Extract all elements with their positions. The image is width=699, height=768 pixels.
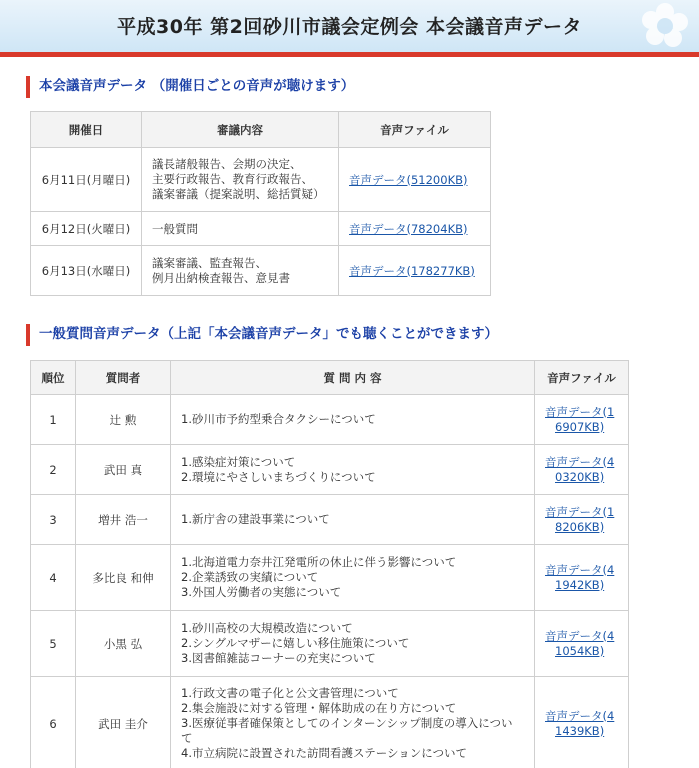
session-content	[142, 246, 339, 296]
table-header-row	[31, 112, 491, 148]
section-heading-session-audio: 本会議音声データ （開催日ごとの音声が聴けます）	[26, 76, 354, 98]
table-row	[31, 212, 491, 246]
audio-file-link[interactable]: 音声データ(51200KB)	[349, 172, 468, 187]
link-line: 1439KB)	[555, 723, 605, 738]
table-header-row	[31, 361, 629, 395]
link-line: 音声データ(1	[545, 404, 615, 419]
questioner-name: 小黒 弘	[76, 611, 171, 677]
audio-file-link[interactable]: 音声データ(178277KB)	[349, 263, 475, 278]
page-header	[0, 0, 699, 52]
table-row	[31, 545, 629, 611]
table-row	[31, 246, 491, 296]
question-rank: 1	[31, 395, 76, 445]
link-line: 0320KB)	[555, 469, 605, 484]
audio-file-link[interactable]	[545, 709, 618, 739]
audio-file-link[interactable]	[545, 455, 618, 485]
question-item: 1.行政文書の電子化と公文書管理について	[181, 686, 399, 700]
question-audio-table	[30, 360, 629, 768]
question-content	[171, 495, 535, 545]
table-row	[31, 445, 629, 495]
audio-file-link[interactable]	[545, 563, 618, 593]
questioner-name: 多比良 和伸	[76, 545, 171, 611]
session-content	[142, 148, 339, 212]
question-item: 1.感染症対策について	[181, 454, 296, 469]
question-item: 4.市立病院に設置された訪問看護ステーションについて	[181, 746, 468, 760]
session-date: 6月13日(水曜日)	[31, 246, 142, 296]
audio-file-link[interactable]	[545, 505, 618, 535]
table-row	[31, 611, 629, 677]
content-line: 議長諸般報告、会期の決定、	[152, 157, 302, 171]
column-header-file: 音声ファイル	[339, 112, 491, 148]
link-line: 6907KB)	[555, 419, 605, 434]
question-item: 3.図書館雑誌コーナーの充実について	[181, 651, 376, 665]
questioner-name: 武田 圭介	[76, 677, 171, 768]
table-row	[31, 148, 491, 212]
question-rank: 4	[31, 545, 76, 611]
audio-file-link[interactable]	[545, 405, 618, 435]
link-line: 8206KB)	[555, 519, 605, 534]
question-item: 3.医療従事者確保策としてのインターンシップ制度の導入につい	[181, 716, 513, 730]
link-line: 音声データ(4	[545, 628, 615, 643]
column-header-question: 質 問 内 容	[171, 361, 535, 395]
content-line: 主要行政報告、教育行政報告、	[152, 172, 313, 186]
table-row	[31, 395, 629, 445]
questioner-name: 辻 勲	[76, 395, 171, 445]
question-rank: 2	[31, 445, 76, 495]
question-content	[171, 611, 535, 677]
section-heading-question-audio: 一般質問音声データ（上記「本会議音声データ」でも聴くことができます）	[26, 324, 498, 346]
audio-file-link[interactable]: 音声データ(78204KB)	[349, 221, 468, 236]
question-rank: 3	[31, 495, 76, 545]
question-item: 1.新庁舎の建設事業について	[181, 512, 330, 526]
session-date: 6月12日(火曜日)	[31, 212, 142, 246]
question-rank: 6	[31, 677, 76, 768]
questioner-name: 武田 真	[76, 445, 171, 495]
page-title: 平成30年 第2回砂川市議会定例会 本会議音声データ	[117, 16, 582, 38]
column-header-questioner: 質問者	[76, 361, 171, 395]
question-rank: 5	[31, 611, 76, 677]
question-item: て	[181, 731, 193, 745]
question-item: 1.砂川市予約型乗合タクシーについて	[181, 412, 376, 426]
content-line: 議案審議（提案説明、総括質疑）	[152, 187, 325, 201]
question-item: 1.砂川高校の大規模改造について	[181, 621, 353, 635]
question-item: 2.シングルマザーに嬉しい移住施策について	[181, 636, 410, 650]
link-line: 音声データ(4	[545, 708, 615, 723]
question-content	[171, 395, 535, 445]
table-row	[31, 677, 629, 768]
column-header-content: 審議内容	[142, 112, 339, 148]
session-date: 6月11日(月曜日)	[31, 148, 142, 212]
content-line: 議案審議、監査報告、	[152, 255, 267, 270]
column-header-rank: 順位	[31, 361, 76, 395]
question-item: 3.外国人労働者の実態について	[181, 585, 342, 599]
question-item: 2.環境にやさしいまちづくりについて	[181, 469, 376, 484]
link-line: 音声データ(1	[545, 504, 615, 519]
content-line: 例月出納検査報告、意見書	[152, 270, 290, 285]
question-content	[171, 545, 535, 611]
flower-logo-icon	[621, 0, 699, 52]
question-item: 2.集会施設に対する管理・解体助成の在り方について	[181, 701, 457, 715]
table-row	[31, 495, 629, 545]
link-line: 1942KB)	[555, 577, 605, 592]
link-line: 1054KB)	[555, 643, 605, 658]
audio-file-link[interactable]	[545, 629, 618, 659]
question-item: 2.企業誘致の実績について	[181, 570, 319, 584]
session-audio-table	[30, 111, 491, 296]
session-content: 一般質問	[142, 212, 339, 246]
column-header-file: 音声ファイル	[535, 361, 629, 395]
questioner-name: 増井 浩一	[76, 495, 171, 545]
link-line: 音声データ(4	[545, 454, 615, 469]
link-line: 音声データ(4	[545, 562, 615, 577]
question-item: 1.北海道電力奈井江発電所の休止に伴う影響について	[181, 555, 457, 569]
header-divider	[0, 52, 699, 57]
column-header-date: 開催日	[31, 112, 142, 148]
question-content	[171, 677, 535, 768]
question-content	[171, 445, 535, 495]
